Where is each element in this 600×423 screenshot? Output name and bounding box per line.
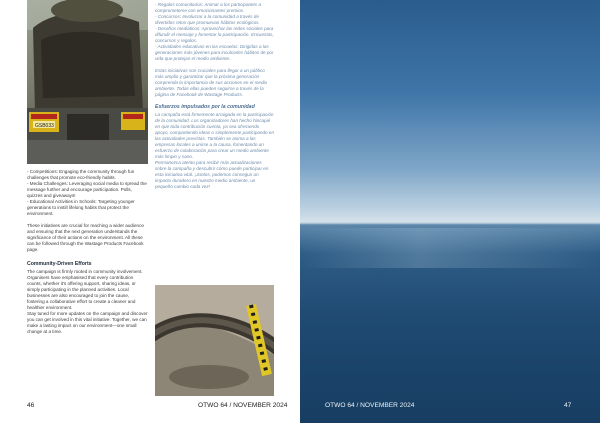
bullet-educational-activities: - Educational Activities in Schools: Targeting younger generations to instill lifelong habits that protect the environment. [27, 199, 135, 216]
truck-illustration [27, 0, 148, 164]
hose-photo [155, 285, 274, 396]
sea-reflection [300, 228, 600, 268]
paragraph-stay-tuned: Stay tuned for more updates on the campaign and discover you can get involved in this vital initiative. Together, we can make a lasting impact on our environment—one small change at a time. [27, 311, 148, 334]
bullet-concursos: - Concursos: Involucrar a la comunidad a través de divertidos retos que promuevan hábitos ecológicos. [155, 14, 260, 25]
spanish-community-heading: Esfuerzos impulsados por la comunidad [155, 104, 255, 110]
truck-photo [27, 0, 148, 164]
page-number-right: 47 [564, 402, 572, 409]
left-text-column [27, 169, 148, 341]
paragraph-permanezca: Permanezca atento para recibir más actualizaciones sobre la campaña y descubrir cómo puede participar en esta iniciativa vital. ¡Juntos, podemos conseguir un impacto duradero en nuestro medio ambiente, un pequeño cambio cada vez! [155, 160, 269, 189]
magazine-footer-left: OTWO 64 / NOVEMBER 2024 [198, 402, 288, 409]
horizon-line [300, 223, 600, 224]
hose-illustration [155, 285, 274, 396]
paragraph-iniciativas: Estas iniciativas son cruciales para llegar a un público más amplio y garantizar que la próxima generación comprenda la importancia de sus acciones en el medio ambiente. Todas ellas pueden seguirse a través de la página de Facebook de Wastage Products. [155, 68, 268, 97]
spanish-text-column [155, 2, 274, 196]
bullet-desafios: - Desafíos mediáticos: Aprovechar las redes sociales para difundir el mensaje y fomentar la participación. Encuestas, concursos y regalos. [155, 26, 274, 43]
right-page-sea-photo [300, 0, 600, 423]
community-heading: Community-Driven Efforts [27, 261, 92, 267]
bullet-list [27, 169, 148, 217]
bullet-media-challenges: - Media Challenges: Leveraging social media to spread the message further and encourage participation. Polls, quizzes and giveaways! [27, 181, 147, 198]
page-number-left: 46 [27, 402, 35, 409]
paragraph-initiatives: These initiatives are crucial for reaching a wider audience and ensuring that the next generation understands the significance of their actions on the environment. All these can be followed through the Wastage Products Facebook page. [27, 223, 144, 252]
spanish-bullet-list [155, 2, 274, 62]
paragraph-campana: La campaña está firmemente arraigada en la participación de la comunidad. Los organizadores han hecho hincapié en que toda contribución cuenta, ya sea ofreciendo apoyo, compartiendo ideas o simplemente participando en las actividades previstas. También se anima a las empresas locales a unirse a la causa, fomentando un esfuerzo de colaboración para crear un medio ambiente más limpio y sano. [155, 112, 275, 159]
paragraph-community: The campaign is firmly rooted in community involvement. Organisers have emphasised that every contribution counts, whether it's offering support, sharing ideas, or simply participating in the planned activities. Local businesses are also encouraged to join the cause, fostering a collaborative effort to create a cleaner and healthier environment. [27, 269, 143, 310]
bullet-regalos: - Regalos comunitarios: Animar a los participantes a comprometerse con emocionantes premios. [155, 2, 262, 13]
bullet-competitions: - Competitions: Engaging the community through fun challenges that promote eco-friendly habits. [27, 169, 135, 180]
magazine-footer-right: OTWO 64 / NOVEMBER 2024 [325, 402, 415, 409]
bullet-actividades: - Actividades educativas en las escuelas: Dirigidas a las generaciones más jóvenes para inculcarles hábitos de por vida que protejan el medio ambiente. [155, 44, 274, 61]
truck-plate: GSB033 [35, 123, 54, 129]
